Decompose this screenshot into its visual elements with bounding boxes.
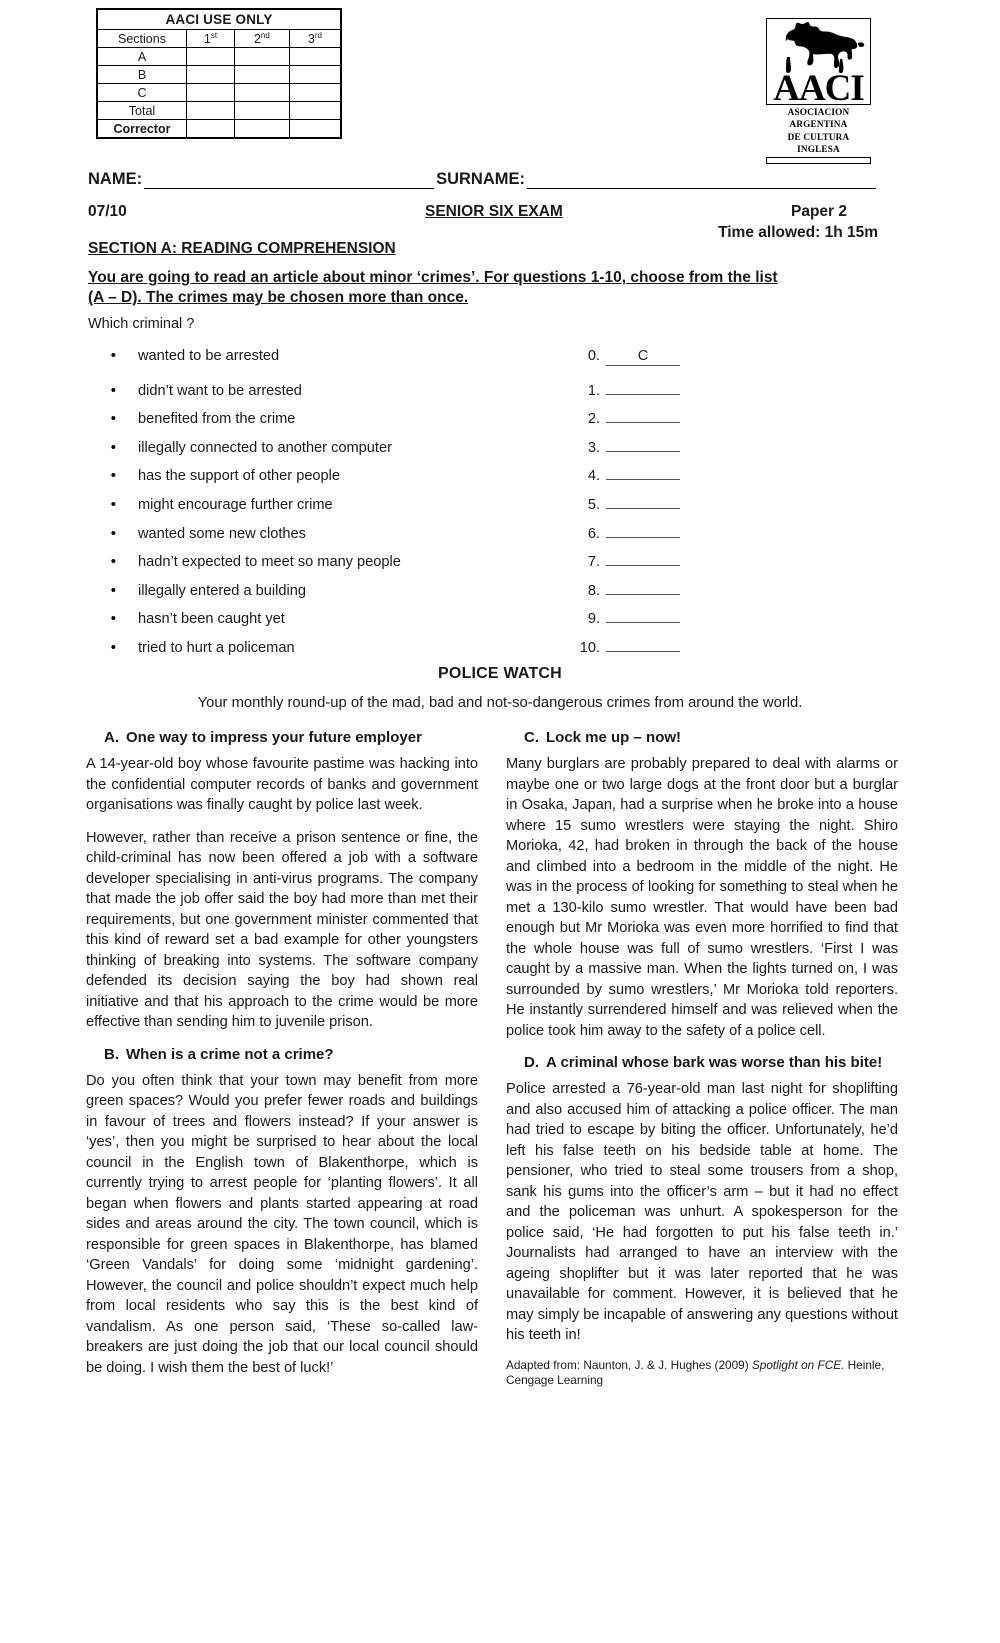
question-row [88,491,878,520]
answer-blank[interactable] [606,520,680,538]
article-letter-a: A. [104,729,119,746]
bullet-icon: • [110,381,116,399]
question-number: 2. [587,411,600,428]
question-row [88,520,878,549]
source-book-title: Spotlight on FCE. [751,1357,845,1372]
bullet-icon: • [110,410,116,428]
article-paragraph: Police arrested a 76-year-old man last night for shoplifting and also accused him of attacking a police officer. The man had tried to escape by biting the officer. Unfortunately, he’d left his false teeth on his bedside table at home. The pensioner, who tried to steal some trousers from a shop, sank his gums into the officer’s arm – but it had no effect and the policeman was unhurt. A spokesperson for the police said, ‘He had forgotten to put his false teeth in.’ Journalists had arranged to have an interview with the ageing shoplifter but it was later reported that he was unavailable for comment. However, it is believed that he may simply be incapable of answering any questions without his teeth in! [506,1081,898,1343]
answer-blank[interactable] [606,462,680,480]
article-paragraph: Do you often think that your town may benefit from more green spaces? Would you prefer fewer roads and buildings in favour of trees and flowers instead? If your answer is ‘yes’, then you might be surprised to hear about the local council in the English town of Blakenthorpe, which is currently trying to arrest people for ‘planting flowers’. It all began when flowers and plants started appearing at road sides and areas around the city. The town council, which is responsible for green spaces in Blakenthorpe, has blamed ‘Green Vandals’ for doing some ‘midnight gardening’. However, the council and police shouldn’t expect much help from local residents who say this is the best kind of vandalism. As one person said, ‘These so-called law-breakers are just doing the job that our local council should be doing. I wish them the best of luck!’ [86,1072,478,1376]
score-cell[interactable] [234,66,289,84]
article-standfirst: Your monthly round-up of the mad, bad and not-so-dangerous crimes from around the world. [197,695,803,711]
article-column-left [86,722,478,1388]
answer-blank[interactable] [606,605,680,623]
question-text: tried to hurt a policeman [138,639,295,656]
article-heading-b [86,1045,478,1064]
time-allowed: Time allowed: 1h 15m [718,224,878,241]
article-title: POLICE WATCH [438,665,562,682]
answer-blank[interactable] [606,491,680,509]
row-label-total: Total [97,102,187,120]
aaci-use-only-table [96,8,342,139]
question-text: illegally connected to another computer [138,439,392,456]
paper-number: Paper 2 [790,203,847,220]
question-text: has the support of other people [138,468,341,485]
question-number: 5. [587,496,600,513]
answer-blank[interactable] [606,577,680,595]
article-columns [86,722,898,1388]
article-heading-b-text: When is a crime not a crime? [126,1045,334,1063]
bullet-icon: • [110,347,116,364]
answer-blank[interactable] [606,434,680,452]
instructions [88,268,878,308]
question-row [88,405,878,434]
table-title-row [97,9,341,30]
score-cell[interactable] [234,84,289,102]
question-text: illegally entered a building [138,582,306,599]
logo-letters: AACI [773,68,864,105]
question-number: 3. [587,439,600,456]
table-header-row [97,30,341,48]
corrector-cell[interactable] [187,120,235,139]
question-text: wanted to be arrested [138,348,280,364]
row-label-a: A [97,48,187,66]
logo-bar [766,157,871,164]
question-row [88,377,878,406]
question-text: hasn’t been caught yet [138,611,285,628]
source-prefix: Adapted from: Naunton, J. & J. Hughes (2009) [506,1357,752,1372]
bullet-icon: • [110,524,116,542]
row-label-c: C [97,84,187,102]
bullet-icon: • [110,581,116,599]
table-row [97,120,341,139]
score-cell[interactable] [289,102,341,120]
name-surname-line [88,170,878,189]
question-number: 0. [587,348,600,364]
question-prompt: Which criminal ? [88,316,195,332]
answer-blank[interactable] [606,405,680,423]
corrector-cell[interactable] [289,120,341,139]
question-row [88,577,878,606]
logo-subtitle-line1: ASOCIACION ARGENTINA [787,107,850,129]
exam-title: SENIOR SIX EXAM [425,203,563,220]
question-text: wanted some new clothes [138,525,306,542]
logo-subtitle-line2: DE CULTURA INGLESA [787,132,850,154]
corrector-cell[interactable] [234,120,289,139]
row-label-b: B [97,66,187,84]
ordinal-2nd: 2nd [234,30,289,48]
table-row [97,84,341,102]
logo-frame [766,18,871,105]
article-heading-a [86,728,478,747]
score-cell[interactable] [234,48,289,66]
bullet-icon: • [110,610,116,628]
question-number: 4. [587,468,600,485]
name-label: NAME: [88,170,143,188]
surname-label: SURNAME: [436,170,525,188]
article-paragraph: Many burglars are probably prepared to deal with alarms or maybe one or two large dogs at the front door but a burglar in Osaka, Japan, had a surprise when he broke into a house where 15 sumo wrestlers were staying the night. Shiro Morioka, 42, had broken in through the back of the house and climbed into a bedroom in the middle of the night. He was in the process of looking for something to steal when he met a 130-kilo sumo wrestler. That would have been bad enough but Mr Morioka was even more horrified to find that the whole house was full of sumo wrestlers. ‘First I was caught by a massive man. When the lights turned on, I was surrounded by sumo wrestlers,’ Mr Morioka told reporters. He instantly surrendered himself and was relieved when the police took him away to the safety of a police cell. [506,756,898,1039]
article-heading-a-text: One way to impress your future employer [126,729,422,746]
table-row [97,48,341,66]
score-cell[interactable] [289,48,341,66]
question-row [88,548,878,577]
score-cell[interactable] [289,84,341,102]
question-number: 6. [587,525,600,542]
article-heading-d-text: A criminal whose bark was worse than his bite! [546,1054,883,1071]
source-suffix: Heinle, Cengage Learning [506,1357,885,1387]
aaci-table-title: AACI USE ONLY [97,9,341,30]
ordinal-1st: 1st [187,30,235,48]
article-letter-d: D. [524,1054,539,1071]
lion-icon [772,21,866,73]
surname-input[interactable] [527,175,876,189]
aaci-logo [766,18,871,164]
question-row [88,634,878,663]
question-row [88,605,878,634]
article-column-right [506,722,898,1388]
score-cell[interactable] [187,48,235,66]
table-row [97,66,341,84]
question-number: 7. [587,554,600,571]
article-heading-c-text: Lock me up – now! [546,729,682,746]
row-label-corrector: Corrector [97,120,187,139]
answer-blank[interactable] [606,548,680,566]
instructions-line2: (A – D). The crimes may be chosen more than once. [88,289,469,306]
name-input[interactable] [144,175,434,189]
question-text: might encourage further crime [138,496,333,513]
source-attribution [506,1358,898,1388]
question-text: benefited from the crime [138,411,296,428]
question-row [88,348,878,377]
article-letter-c: C. [524,729,539,746]
question-text: didn’t want to be arrested [138,382,302,399]
questions-list [88,348,878,663]
score-cell[interactable] [187,102,235,120]
article-letter-b: B. [104,1045,119,1063]
answer-blank[interactable] [606,634,680,652]
bullet-icon: • [110,438,116,456]
page-header-row [0,0,1000,154]
bullet-icon: • [110,553,116,571]
question-number: 10. [579,639,600,656]
score-cell[interactable] [187,66,235,84]
question-number: 1. [587,382,600,399]
article-heading-c [506,728,898,747]
exam-date: 07/10 [88,203,127,220]
instructions-line1: You are going to read an article about minor ‘crimes’. For questions 1-10, choose from the list [88,269,778,286]
question-number: 9. [587,611,600,628]
section-a-heading: SECTION A: READING COMPREHENSION [88,240,396,257]
ordinal-3rd: 3rd [289,30,341,48]
answer-blank[interactable]: C [606,348,680,366]
answer-blank[interactable] [606,377,680,395]
question-row [88,434,878,463]
bullet-icon: • [110,638,116,656]
question-number: 8. [587,582,600,599]
sections-header: Sections [97,30,187,48]
table-row [97,102,341,120]
bullet-icon: • [110,467,116,485]
question-text: hadn’t expected to meet so many people [138,554,401,571]
article-paragraph: A 14-year-old boy whose favourite pastime was hacking into the confidential computer records of banks and government organisations was finally caught by police last week. [86,756,478,813]
score-cell[interactable] [289,66,341,84]
article-paragraph: However, rather than receive a prison sentence or fine, the child-criminal has now been offered a job with a software developer specialising in anti-virus programs. The company that made the job offer said the boy had more than met their requirements, but one government minister commented that this kind of reward set a bad example for other youngsters thinking of breaking into systems. The software company defended its decision saying the boy had shown real initiative and that his approach to the crime would be more effective than sending him to juvenile prison. [86,829,478,1030]
bullet-icon: • [110,495,116,513]
score-cell[interactable] [234,102,289,120]
question-row [88,462,878,491]
score-cell[interactable] [187,84,235,102]
article-heading-d [506,1053,898,1072]
